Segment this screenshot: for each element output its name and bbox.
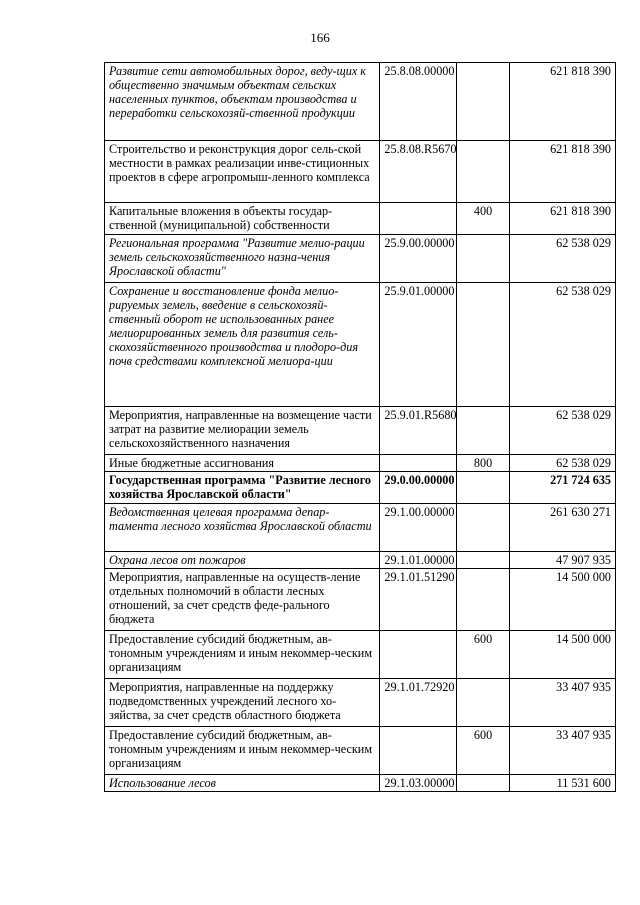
row-sum-cell: 621 818 390 xyxy=(510,63,616,141)
table-row xyxy=(105,63,616,141)
table-row xyxy=(105,727,616,775)
row-expense-type-cell xyxy=(456,504,509,552)
row-code-cell: 25.9.00.00000 xyxy=(380,235,456,283)
row-expense-type-cell xyxy=(456,775,509,792)
row-expense-type-cell xyxy=(456,235,509,283)
table-row xyxy=(105,552,616,569)
table-row xyxy=(105,235,616,283)
table-row xyxy=(105,504,616,552)
row-expense-type-cell xyxy=(456,63,509,141)
row-expense-type-cell: 600 xyxy=(456,631,509,679)
row-sum-cell: 271 724 635 xyxy=(510,472,616,504)
row-code-cell: 29.1.01.72920 xyxy=(380,679,456,727)
row-sum-cell: 62 538 029 xyxy=(510,235,616,283)
row-code-cell xyxy=(380,631,456,679)
row-sum-cell: 14 500 000 xyxy=(510,631,616,679)
row-name-cell: Предоставление субсидий бюджетным, ав-тономным учреждениям и иным некоммер-ческим организациям xyxy=(105,631,380,679)
row-name-cell: Развитие сети автомобильных дорог, веду-щих к общественно значимым объектам сельских населенных пунктов, объектам производства и переработки сельскохозяй-ственной продукции xyxy=(105,63,380,141)
row-code-cell: 25.9.01.00000 xyxy=(380,283,456,407)
row-code-cell: 29.1.01.51290 xyxy=(380,569,456,631)
row-name-cell: Иные бюджетные ассигнования xyxy=(105,455,380,472)
row-sum-cell: 14 500 000 xyxy=(510,569,616,631)
row-sum-cell: 261 630 271 xyxy=(510,504,616,552)
table-row xyxy=(105,203,616,235)
row-sum-cell: 621 818 390 xyxy=(510,141,616,203)
row-expense-type-cell: 800 xyxy=(456,455,509,472)
row-sum-cell: 47 907 935 xyxy=(510,552,616,569)
row-name-cell: Ведомственная целевая программа депар-тамента лесного хозяйства Ярославской области xyxy=(105,504,380,552)
row-expense-type-cell xyxy=(456,679,509,727)
row-name-cell: Сохранение и восстановление фонда мелио-рируемых земель, введение в сельскохозяй-ственный оборот не использованных ранее мелиорированных земель для развития сель-скохозяйственного производства и плодоро-дия почв средствами комплексной мелиора-ции xyxy=(105,283,380,407)
budget-table-body xyxy=(105,63,616,792)
row-code-cell xyxy=(380,455,456,472)
row-code-cell: 29.1.00.00000 xyxy=(380,504,456,552)
row-sum-cell: 33 407 935 xyxy=(510,727,616,775)
table-row xyxy=(105,679,616,727)
row-expense-type-cell: 400 xyxy=(456,203,509,235)
row-expense-type-cell xyxy=(456,552,509,569)
row-code-cell: 29.1.01.00000 xyxy=(380,552,456,569)
table-row xyxy=(105,407,616,455)
row-code-cell: 29.0.00.00000 xyxy=(380,472,456,504)
row-code-cell: 25.8.08.R5670 xyxy=(380,141,456,203)
row-name-cell: Капитальные вложения в объекты государ-ственной (муниципальной) собственности xyxy=(105,203,380,235)
row-name-cell: Строительство и реконструкция дорог сель-ской местности в рамках реализации инве-стиционных проектов в сфере агропромыш-ленного комплекса xyxy=(105,141,380,203)
row-name-cell: Мероприятия, направленные на поддержку подведомственных учреждений лесного хо-зяйства, за счет средств областного бюджета xyxy=(105,679,380,727)
row-name-cell: Охрана лесов от пожаров xyxy=(105,552,380,569)
table-row xyxy=(105,472,616,504)
row-name-cell: Мероприятия, направленные на осуществ-ление отдельных полномочий в области лесных отношений, за счет средств феде-рального бюджета xyxy=(105,569,380,631)
budget-table xyxy=(104,62,616,792)
row-sum-cell: 62 538 029 xyxy=(510,455,616,472)
row-name-cell: Предоставление субсидий бюджетным, ав-тономным учреждениям и иным некоммер-ческим организациям xyxy=(105,727,380,775)
page-number: 166 xyxy=(310,30,330,45)
row-name-cell: Использование лесов xyxy=(105,775,380,792)
row-expense-type-cell xyxy=(456,283,509,407)
row-sum-cell: 62 538 029 xyxy=(510,283,616,407)
row-sum-cell: 62 538 029 xyxy=(510,407,616,455)
row-sum-cell: 11 531 600 xyxy=(510,775,616,792)
row-name-cell: Региональная программа "Развитие мелио-рации земель сельскохозяйственного назна-чения Ярославской области" xyxy=(105,235,380,283)
row-expense-type-cell: 600 xyxy=(456,727,509,775)
table-row xyxy=(105,569,616,631)
row-code-cell: 25.8.08.00000 xyxy=(380,63,456,141)
row-name-cell: Мероприятия, направленные на возмещение части затрат на развитие мелиорации земель сельскохозяйственного назначения xyxy=(105,407,380,455)
row-expense-type-cell xyxy=(456,407,509,455)
row-sum-cell: 621 818 390 xyxy=(510,203,616,235)
row-code-cell xyxy=(380,203,456,235)
row-expense-type-cell xyxy=(456,569,509,631)
row-sum-cell: 33 407 935 xyxy=(510,679,616,727)
table-row xyxy=(105,283,616,407)
row-code-cell xyxy=(380,727,456,775)
row-expense-type-cell xyxy=(456,141,509,203)
row-code-cell: 29.1.03.00000 xyxy=(380,775,456,792)
table-row xyxy=(105,455,616,472)
row-code-cell: 25.9.01.R5680 xyxy=(380,407,456,455)
row-expense-type-cell xyxy=(456,472,509,504)
table-row xyxy=(105,631,616,679)
row-name-cell: Государственная программа "Развитие лесного хозяйства Ярославской области" xyxy=(105,472,380,504)
table-row xyxy=(105,775,616,792)
table-row xyxy=(105,141,616,203)
